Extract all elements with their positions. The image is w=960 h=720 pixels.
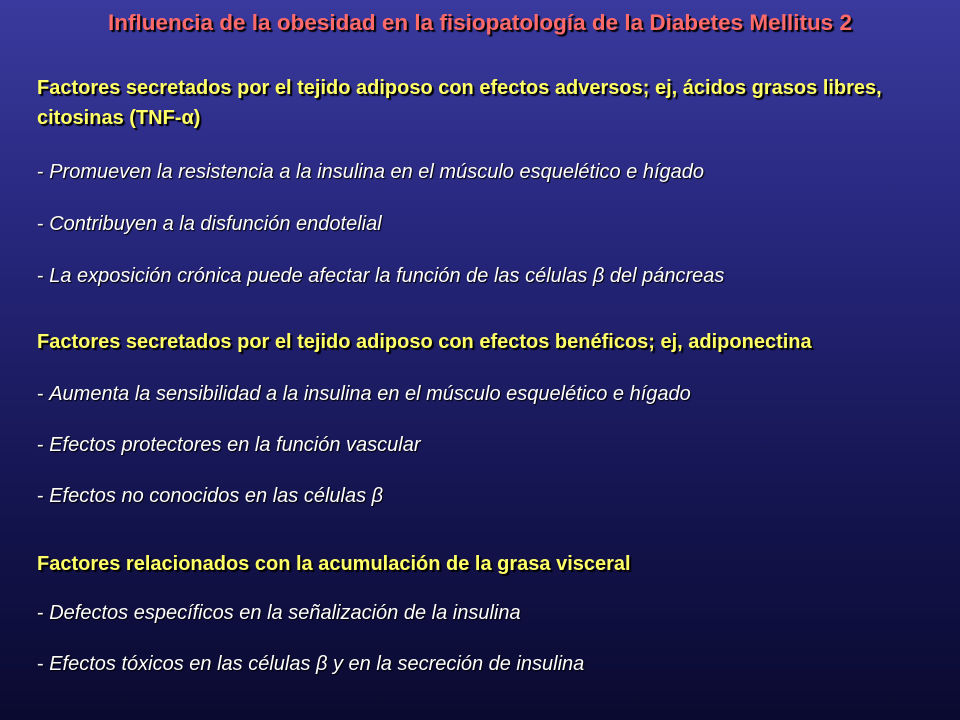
bullet-dash: - <box>37 265 50 287</box>
bullet-item <box>37 211 382 237</box>
bullet-dash: - <box>37 213 50 235</box>
bullet-text: Aumenta la sensibilidad a la insulina en el músculo esquelético e hígado <box>49 383 691 405</box>
bullet-dash: - <box>37 161 50 183</box>
bullet-text: Defectos específicos en la señalización de la insulina <box>49 602 521 624</box>
bullet-text: Efectos protectores en la función vascular <box>49 434 421 456</box>
bullet-item <box>37 381 691 407</box>
section-heading-adverse-factors: Factores secretados por el tejido adiposo con efectos adversos; ej, ácidos grasos libres, citosinas (TNF-α) <box>37 77 882 129</box>
bullet-dash: - <box>37 653 50 675</box>
bullet-text: Efectos no conocidos en las células β <box>49 485 384 507</box>
bullet-item <box>37 432 421 458</box>
bullet-item <box>37 483 383 509</box>
bullet-dash: - <box>37 383 50 405</box>
bullet-text: Promueven la resistencia a la insulina en el músculo esquelético e hígado <box>49 161 705 183</box>
bullet-item <box>37 263 724 289</box>
section-heading-beneficial-factors: Factores secretados por el tejido adiposo con efectos benéficos; ej, adiponectina <box>37 331 812 353</box>
bullet-text: Efectos tóxicos en las células β y en la secreción de insulina <box>49 653 585 675</box>
bullet-item <box>37 600 521 626</box>
bullet-text: La exposición crónica puede afectar la función de las células β del páncreas <box>49 265 725 287</box>
bullet-text: Contribuyen a la disfunción endotelial <box>49 213 382 235</box>
bullet-dash: - <box>37 434 50 456</box>
bullet-dash: - <box>37 485 50 507</box>
slide-title: Influencia de la obesidad en la fisiopatología de la Diabetes Mellitus 2 <box>108 10 852 35</box>
bullet-dash: - <box>37 602 50 624</box>
bullet-item <box>37 159 704 185</box>
section-heading-visceral-fat: Factores relacionados con la acumulación de la grasa visceral <box>37 553 631 575</box>
bullet-item <box>37 651 584 677</box>
